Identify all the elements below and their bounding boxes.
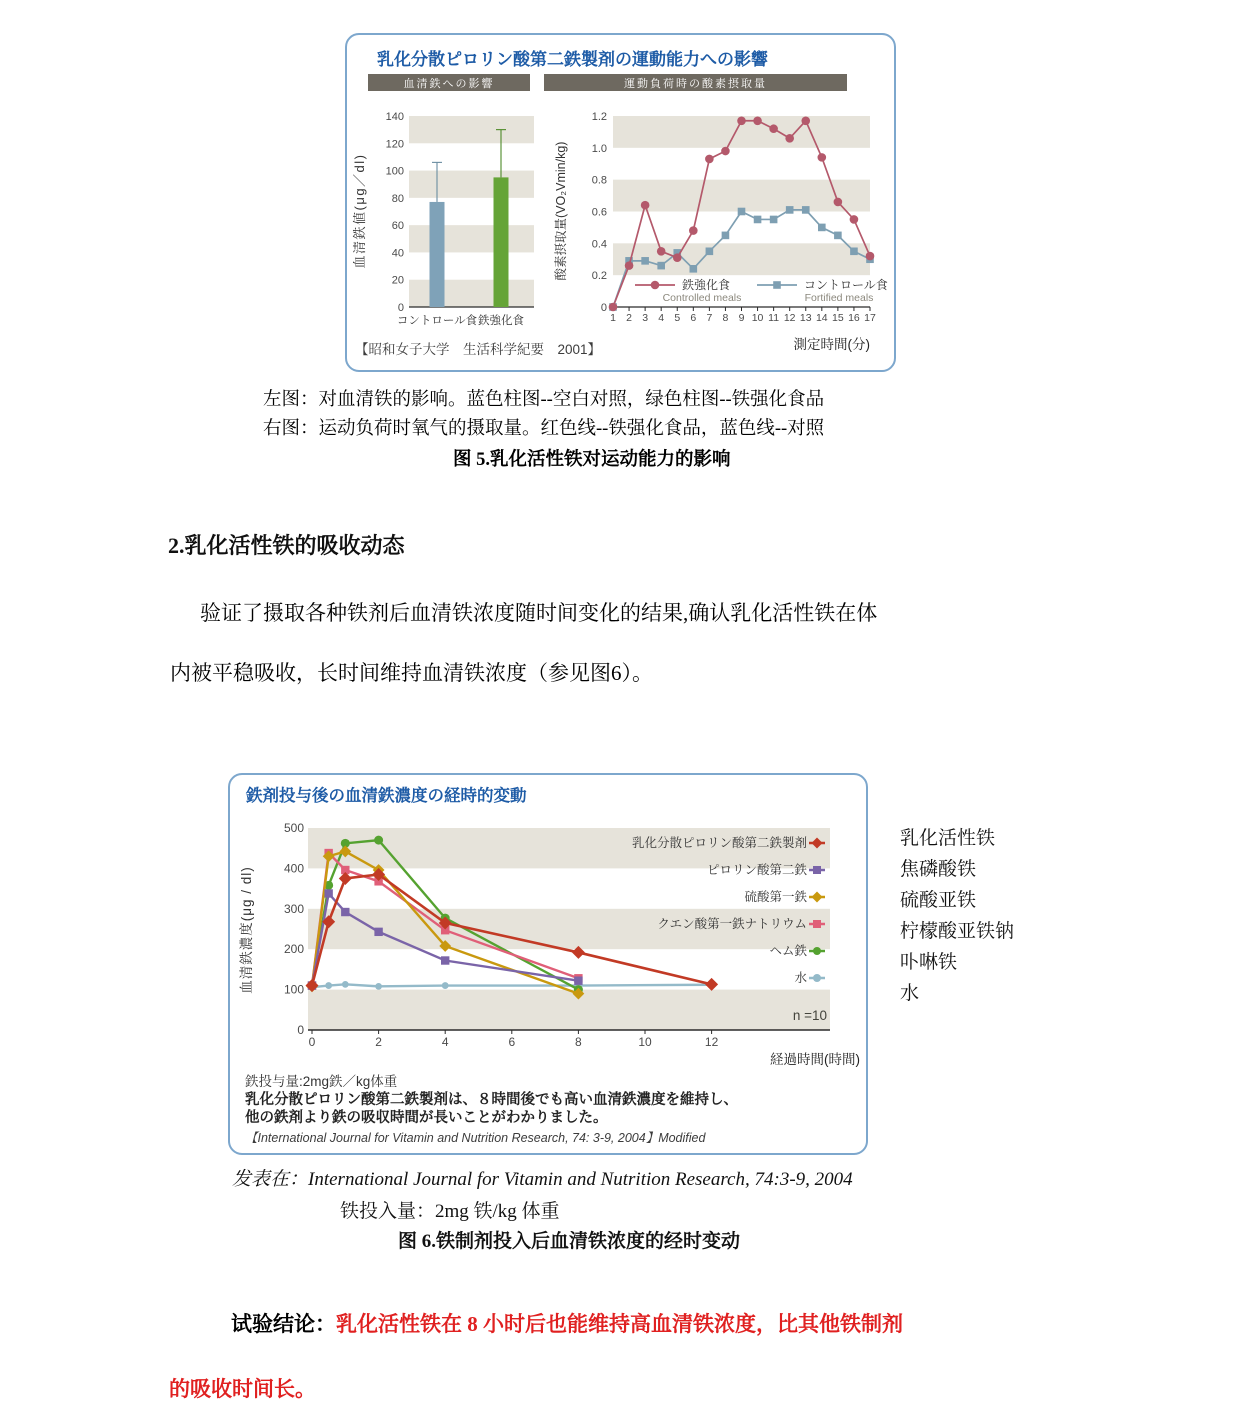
figure6-side-labels <box>900 823 1014 1009</box>
svg-text:6: 6 <box>690 312 697 324</box>
svg-text:200: 200 <box>283 942 304 957</box>
svg-text:血清鉄濃度(μg / dl): 血清鉄濃度(μg / dl) <box>239 866 254 994</box>
svg-text:500: 500 <box>283 821 304 835</box>
figure6-box-title: 鉄剤投与後の血清鉄濃度の経時的変動 <box>246 787 527 805</box>
svg-text:0.6: 0.6 <box>591 206 607 219</box>
svg-text:Fortified meals: Fortified meals <box>804 292 874 304</box>
section2-heading: 2.乳化活性铁的吸收动态 <box>168 533 405 558</box>
svg-text:1: 1 <box>610 312 616 324</box>
svg-text:1.2: 1.2 <box>591 111 607 123</box>
svg-text:140: 140 <box>385 111 404 123</box>
figure5-citation: 【昭和女子大学 生活科学紀要 2001】 <box>355 342 602 357</box>
conclusion-line2: 的吸收时间长。 <box>169 1377 316 1401</box>
side-label-ferrous-sulfate: 硫酸亚铁 <box>900 890 977 911</box>
figure5-left-panel-header <box>368 74 530 91</box>
svg-text:120: 120 <box>385 138 404 151</box>
svg-text:60: 60 <box>391 220 404 233</box>
svg-text:5: 5 <box>674 312 681 324</box>
svg-text:n =10: n =10 <box>792 1008 827 1023</box>
svg-text:4: 4 <box>658 312 665 324</box>
svg-text:クエン酸第一鉄ナトリウム: クエン酸第一鉄ナトリウム <box>657 917 807 931</box>
svg-text:2: 2 <box>626 312 632 324</box>
svg-text:11: 11 <box>768 312 780 324</box>
svg-text:2: 2 <box>375 1035 382 1049</box>
svg-text:酸素摂取量(VO₂Vmin/kg): 酸素摂取量(VO₂Vmin/kg) <box>554 141 568 281</box>
figure5-caption-title: 图 5.乳化活性铁对运动能力的影响 <box>453 450 731 470</box>
svg-text:0.2: 0.2 <box>591 270 607 283</box>
svg-text:20: 20 <box>391 274 404 287</box>
svg-text:0: 0 <box>600 302 607 314</box>
svg-text:0: 0 <box>308 1035 316 1049</box>
svg-text:300: 300 <box>283 901 304 916</box>
serum-iron-bar-chart <box>349 95 549 370</box>
svg-text:7: 7 <box>706 312 713 324</box>
figure6-bold-note-line1: 乳化分散ピロリン酸第二鉄製剤は、８時間後でも高い血清鉄濃度を維持し、 <box>245 1092 738 1108</box>
section2-paragraph-line2: 内被平稳吸收，长时间维持血清铁浓度（参见图6）。 <box>170 661 653 685</box>
svg-text:血清鉄値(μg／dl): 血清鉄値(μg／dl) <box>352 153 367 269</box>
svg-text:12: 12 <box>783 312 796 324</box>
figure6-caption-source-line <box>232 1164 853 1191</box>
svg-text:16: 16 <box>848 312 860 324</box>
oxygen-uptake-line-chart <box>550 95 893 370</box>
svg-text:10: 10 <box>638 1035 652 1049</box>
svg-text:4: 4 <box>441 1035 449 1049</box>
left-panel-header-label: 血清鉄への影響 <box>403 77 495 90</box>
figure5-box <box>345 33 896 372</box>
svg-text:100: 100 <box>385 165 404 178</box>
svg-text:14: 14 <box>815 312 828 324</box>
svg-text:コントロール食: コントロール食 <box>396 315 478 327</box>
figure6-box <box>228 773 868 1155</box>
svg-text:8: 8 <box>575 1035 582 1049</box>
svg-text:0: 0 <box>297 1023 304 1037</box>
svg-text:17: 17 <box>864 312 876 324</box>
section2-paragraph-line1: 验证了摄取各种铁剂后血清铁浓度随时间变化的结果,确认乳化活性铁在体 <box>200 601 878 625</box>
caption-source-prefix: 发表在： <box>232 1169 309 1190</box>
caption-source-text: International Journal for Vitamin and Nutrition Research, 74:3-9, 2004 <box>308 1169 853 1190</box>
svg-text:12: 12 <box>704 1035 719 1049</box>
figure5-right-panel-header <box>544 74 847 91</box>
svg-text:9: 9 <box>738 312 745 324</box>
svg-text:コントロール食: コントロール食 <box>804 278 888 292</box>
svg-text:6: 6 <box>508 1035 516 1049</box>
svg-text:10: 10 <box>751 312 764 324</box>
figure5-caption-line1: 左图：对血清铁的影响。蓝色柱图--空白对照，绿色柱图--铁强化食品 <box>263 390 825 410</box>
figure5-box-title: 乳化分散ピロリン酸第二鉄製剤の運動能力への影響 <box>377 50 768 69</box>
svg-text:1.0: 1.0 <box>591 142 607 155</box>
svg-text:鉄強化食: 鉄強化食 <box>682 278 731 292</box>
svg-text:3: 3 <box>642 312 649 324</box>
svg-text:0: 0 <box>397 302 404 314</box>
side-label-emulsified-iron: 乳化活性铁 <box>900 828 996 849</box>
side-label-heme-iron: 卟啉铁 <box>900 952 958 973</box>
svg-text:15: 15 <box>832 312 844 324</box>
svg-text:8: 8 <box>722 312 729 324</box>
figure6-dose-note: 鉄投与量:2mg鉄／kg体重 <box>245 1074 398 1089</box>
side-label-water: 水 <box>900 983 920 1004</box>
svg-text:経過時間(時間): 経過時間(時間) <box>770 1052 860 1067</box>
right-panel-header-label: 運動負荷時の酸素摂取量 <box>624 77 767 90</box>
svg-text:100: 100 <box>283 982 304 997</box>
serum-iron-time-line-chart <box>230 801 866 1073</box>
svg-text:水: 水 <box>794 971 807 985</box>
svg-text:Controlled meals: Controlled meals <box>662 292 742 304</box>
side-label-sodium-ferrous-citrate: 柠檬酸亚铁钠 <box>900 921 1015 942</box>
conclusion-text-line1: 乳化活性铁在 8 小时后也能维持高血清铁浓度，比其他铁制剂 <box>336 1312 903 1336</box>
svg-text:ヘム鉄: ヘム鉄 <box>769 944 807 958</box>
figure6-bold-note-line2: 他の鉄剤より鉄の吸収時間が長いことがわかりました。 <box>245 1110 608 1126</box>
svg-text:40: 40 <box>391 247 404 260</box>
side-label-ferric-pyrophosphate: 焦磷酸铁 <box>900 859 977 880</box>
svg-text:硫酸第一鉄: 硫酸第一鉄 <box>744 890 807 904</box>
svg-text:80: 80 <box>391 192 404 205</box>
svg-text:鉄強化食: 鉄強化食 <box>478 315 524 327</box>
svg-text:13: 13 <box>799 312 812 324</box>
svg-text:400: 400 <box>283 861 304 876</box>
figure5-caption-line2: 右图：运动负荷时氧气的摄取量。红色线--铁强化食品，蓝色线--对照 <box>263 419 825 439</box>
svg-text:0.8: 0.8 <box>591 174 607 187</box>
conclusion-line1 <box>231 1308 903 1338</box>
conclusion-label: 试验结论： <box>231 1312 336 1336</box>
figure6-citation: 【International Journal for Vitamin and Nutrition Research, 74: 3-9, 2004】Modified <box>245 1131 706 1145</box>
svg-text:測定時間(分): 測定時間(分) <box>793 337 870 352</box>
svg-text:乳化分散ピロリン酸第二鉄製剤: 乳化分散ピロリン酸第二鉄製剤 <box>631 836 807 850</box>
figure6-caption-dose: 铁投入量：2mg 铁/kg 体重 <box>340 1201 560 1222</box>
figure6-caption-title: 图 6.铁制剂投入后血清铁浓度的经时变动 <box>398 1231 741 1252</box>
svg-text:ピロリン酸第二鉄: ピロリン酸第二鉄 <box>706 863 807 877</box>
svg-text:0.4: 0.4 <box>591 238 607 251</box>
